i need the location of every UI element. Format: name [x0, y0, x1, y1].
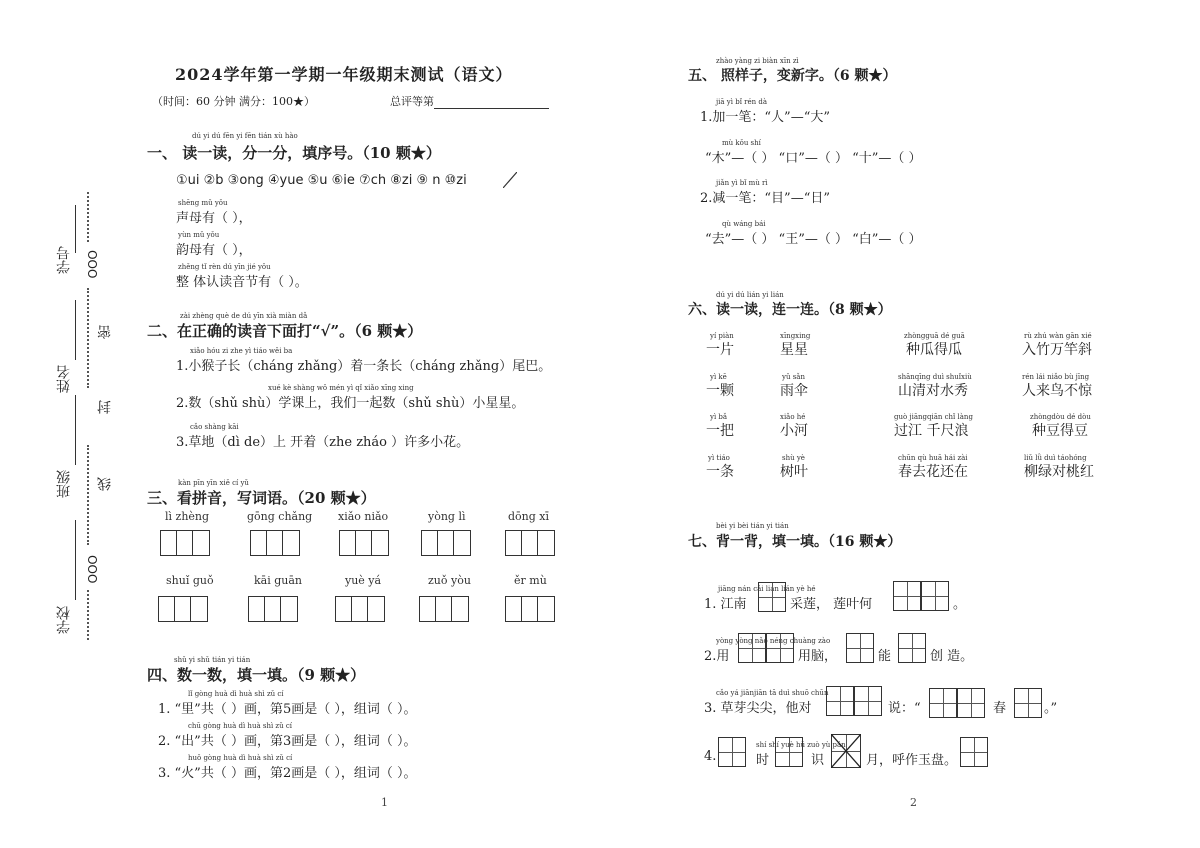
s5-r1-pinyin: mù kǒu shí [722, 139, 761, 147]
line-xuehao [75, 205, 76, 253]
s3-pinyin-6: shuǐ guǒ [166, 574, 214, 587]
s7-l2-d: 创 造。 [930, 649, 974, 664]
answer-grid[interactable] [339, 530, 389, 556]
s1-l3-pinyin: zhěng tǐ rèn dú yīn jié yǒu [178, 263, 271, 271]
match-item[interactable]: 树叶 [780, 464, 808, 480]
match-pinyin: xīngxing [780, 332, 811, 340]
label-banji: 班级 [56, 470, 72, 498]
s3-pinyin-1: lì zhèng [165, 510, 210, 523]
s4-q1: 1. “里”共（ ）画，第5画是（ ），组词（ ）。 [158, 702, 417, 717]
s5-e1-pinyin: jiā yì bǐ rén dà [716, 98, 768, 106]
s3-pinyin-4: yòng lì [428, 510, 466, 523]
s5-r2-pinyin: qù wáng bái [722, 220, 766, 228]
answer-cell[interactable] [1014, 688, 1042, 718]
ooo-mark-2: OOO [86, 555, 100, 584]
page-number-1: 1 [381, 796, 388, 809]
answer-grid[interactable] [421, 530, 471, 556]
s5-title: 五、 照样子，变新字。（6 颗★） [688, 68, 897, 84]
s3-pinyin-3: xiǎo niǎo [338, 510, 389, 523]
s2-pinyin: zài zhèng què de dú yīn xià miàn dǎ [180, 312, 308, 320]
match-item[interactable]: 一片 [706, 342, 734, 358]
s3-pinyin-2: gōng chǎng [247, 510, 313, 523]
s7-l1-b: 采莲， 莲叶何 [790, 597, 873, 612]
dotted-line [87, 288, 89, 388]
s7-l3-b: 说：“ [888, 701, 921, 716]
line-banji [75, 395, 76, 465]
s5-e1: 1.加一笔：“人”—“大” [700, 110, 830, 125]
s5-e2-pinyin: jiǎn yì bǐ mù rì [716, 179, 768, 187]
grade-blank[interactable] [434, 96, 549, 109]
s7-l4-pinyin: shí shí yuè hū zuò yù pán [756, 741, 846, 749]
page-number-2: 2 [910, 796, 917, 809]
label-xuehao: 学号 [56, 246, 72, 274]
match-pinyin: shù yè [782, 454, 805, 462]
match-pinyin: guò jiāngqiān chǐ làng [894, 413, 973, 421]
s6-pinyin: dú yi dú lián yi lián [716, 291, 784, 299]
s4-pinyin: shǔ yi shǔ tián yi tián [174, 656, 251, 664]
s7-l1-a: 1. 江南 [704, 597, 747, 612]
dotted-line [87, 590, 89, 640]
s5-e2: 2.减一笔：“目”—“日” [700, 191, 830, 206]
answer-cell[interactable] [846, 633, 874, 663]
answer-grid[interactable] [335, 596, 385, 622]
line-xuexiao [75, 520, 76, 600]
answer-grid[interactable] [419, 596, 469, 622]
answer-cell[interactable] [766, 633, 794, 663]
s1-items: ①ui ②b ③ong ④yue ⑤u ⑥ie ⑦ch ⑧zi ⑨ n ⑩zi [176, 173, 467, 188]
label-xuexiao: 学校 [56, 606, 72, 634]
answer-cell[interactable] [893, 581, 921, 611]
s3-pinyin-9: zuǒ yòu [428, 574, 471, 587]
ooo-mark-1: OOO [86, 250, 100, 279]
match-pinyin: yì bǎ [710, 413, 728, 421]
match-pinyin: yì tiáo [708, 454, 730, 462]
answer-cell[interactable] [929, 688, 957, 718]
exam-title: 2024学年第一学期一年级期末测试（语文） [175, 65, 513, 84]
s7-pinyin: bèi yi bèi tián yi tián [716, 522, 789, 530]
grade-label: 总评等第 [390, 95, 434, 108]
answer-cell[interactable] [718, 737, 746, 767]
match-pinyin: chūn qù huā hái zài [898, 454, 968, 462]
s1-l1-pinyin: shēng mǔ yǒu [178, 199, 228, 207]
match-item[interactable]: 人来鸟不惊 [1022, 383, 1092, 399]
s4-q2-pinyin: chū gòng huà dì huà shì zǔ cí [188, 722, 292, 730]
cross-out-mark [831, 734, 861, 768]
match-item[interactable]: 种豆得豆 [1032, 423, 1088, 439]
match-pinyin: shānqīng duì shuǐxiù [898, 373, 972, 381]
s2-title: 二、在正确的读音下面打“√”。（6 颗★） [147, 322, 423, 340]
s3-pinyin-5: dōng xī [508, 510, 550, 523]
s3-pinyin-7: kāi guān [254, 574, 303, 587]
answer-cell[interactable] [758, 582, 786, 612]
grade-field [390, 93, 549, 109]
match-pinyin: rù zhú wàn gān xié [1024, 332, 1092, 340]
match-item[interactable]: 山清对水秀 [898, 383, 968, 399]
s7-l3-d: 。” [1044, 701, 1058, 716]
s7-l4-a: 4. [704, 749, 717, 764]
seal-feng: 封 [97, 400, 113, 414]
s7-l3-pinyin: cǎo yá jiānjiān tā duì shuō chūn [716, 689, 829, 697]
answer-cell[interactable] [826, 686, 854, 716]
s1-l1: 声母有（ ）， [176, 211, 252, 226]
s2-q1-pinyin: xiǎo hóu zi zhe yì tiáo wěi ba [190, 347, 293, 355]
dotted-line [87, 445, 89, 545]
s7-l3-c: 春 [993, 701, 1007, 716]
s7-l3-a: 3. 草芽尖尖，他对 [704, 701, 812, 716]
answer-grid[interactable] [505, 530, 555, 556]
s7-l2-pinyin: yòng yòng nǎo néng chuàng zào [716, 637, 831, 645]
answer-cell[interactable] [898, 633, 926, 663]
s7-title: 七、背一背，填一填。（16 颗★） [688, 534, 902, 550]
match-item[interactable]: 星星 [780, 342, 808, 358]
match-item[interactable]: 小河 [780, 423, 808, 439]
s5-r2: “去”—（ ） “王”—（ ） “白”—（ ） [705, 232, 922, 247]
answer-grid[interactable] [250, 530, 300, 556]
match-item[interactable]: 过江 千尺浪 [894, 423, 969, 439]
s7-l4-c: 识 [811, 753, 825, 768]
answer-grid[interactable] [160, 530, 210, 556]
s4-q2: 2. “出”共（ ）画，第3画是（ ），组词（ ）。 [158, 734, 417, 749]
match-pinyin: yì kē [710, 373, 727, 381]
s1-pinyin: dú yi dú fēn yi fēn tián xù hào [192, 132, 298, 140]
seal-xian: 线 [97, 477, 113, 491]
s5-r1: “木”—（ ） “口”—（ ） “十”—（ ） [705, 151, 922, 166]
match-item[interactable]: 柳绿对桃红 [1024, 464, 1094, 480]
answer-cell[interactable] [738, 633, 766, 663]
match-item[interactable]: 一把 [706, 423, 734, 439]
match-pinyin: xiǎo hé [780, 413, 806, 421]
exam-info: （时间：60 分钟 满分：100★） [152, 95, 315, 108]
answer-grid[interactable] [505, 596, 555, 622]
crossed-out-mark [503, 172, 517, 188]
s6-title: 六、读一读，连一连。（8 颗★） [688, 302, 892, 318]
match-item[interactable]: 一条 [706, 464, 734, 480]
match-pinyin: liǔ lǜ duì táohóng [1024, 454, 1087, 462]
answer-grid[interactable] [158, 596, 208, 622]
s7-l1-pinyin: jiāng nán cǎi lián lián yè hé [718, 585, 816, 593]
match-pinyin: zhòngguā dé guā [904, 332, 965, 340]
s7-l2-c: 能 [878, 649, 892, 664]
match-pinyin: yí piàn [710, 332, 734, 340]
match-item[interactable]: 入竹万竿斜 [1022, 342, 1092, 358]
label-xingming: 姓名 [56, 365, 72, 393]
s3-pinyin: kàn pīn yīn xiě cí yǔ [178, 479, 249, 487]
answer-cell[interactable] [921, 581, 949, 611]
s5-pinyin: zhào yàng zi biàn xīn zì [716, 57, 799, 65]
s7-l2-b: 用脑， [798, 649, 838, 664]
s4-title: 四、数一数，填一填。（9 颗★） [147, 666, 366, 684]
match-item[interactable]: 春去花还在 [898, 464, 968, 480]
s1-l2: 韵母有（ ）， [176, 243, 252, 258]
s4-q3: 3. “火”共（ ）画，第2画是（ ），组词（ ）。 [158, 766, 417, 781]
answer-cell[interactable] [854, 686, 882, 716]
answer-cell[interactable] [775, 737, 803, 767]
s4-q3-pinyin: huǒ gòng huà dì huà shì zǔ cí [188, 754, 293, 762]
s7-l2-a: 2.用 [704, 649, 730, 664]
s7-l4-d: 月，呼作玉盘。 [866, 753, 958, 768]
match-item[interactable]: 雨伞 [780, 383, 808, 399]
answer-grid[interactable] [248, 596, 298, 622]
dotted-line [87, 192, 89, 242]
s2-q2-pinyin: xué kè shàng wǒ mén yì qǐ xiǎo xīng xing [268, 384, 414, 392]
match-pinyin: rén lái niǎo bù jīng [1022, 373, 1090, 381]
s3-pinyin-8: yuè yá [345, 574, 382, 587]
s2-q3-pinyin: cǎo shàng kāi [190, 423, 239, 431]
answer-cell[interactable] [957, 688, 985, 718]
match-item[interactable]: 种瓜得瓜 [906, 342, 962, 358]
s1-title: 一、 读一读，分一分，填序号。（10 颗★） [147, 144, 441, 162]
s7-l1-c: 。 [953, 597, 967, 612]
s2-q2: 2.数（shǔ shù）学课上，我们一起数（shǔ shù）小星星。 [176, 396, 525, 411]
match-pinyin: yǔ sǎn [782, 373, 805, 381]
seal-mi: 密 [97, 325, 113, 339]
line-xingming [75, 300, 76, 360]
match-pinyin: zhòngdòu dé dòu [1030, 413, 1091, 421]
match-item[interactable]: 一颗 [706, 383, 734, 399]
s2-q3: 3.草地（dì de）上 开着（zhe zháo ）许多小花。 [176, 435, 470, 450]
s7-l4-b: 时 [756, 753, 770, 768]
s1-l2-pinyin: yùn mǔ yǒu [178, 231, 220, 239]
answer-cell[interactable] [960, 737, 988, 767]
s2-q1: 1.小猴子长（cháng zhǎng）着一条长（cháng zhǎng）尾巴。 [176, 359, 552, 374]
s4-q1-pinyin: lǐ gòng huà dì huà shì zǔ cí [188, 690, 284, 698]
s3-title: 三、看拼音，写词语。（20 颗★） [147, 489, 376, 507]
s3-pinyin-10: ěr mù [514, 574, 547, 587]
s1-l3: 整 体认读音节有（ ）。 [176, 275, 308, 290]
